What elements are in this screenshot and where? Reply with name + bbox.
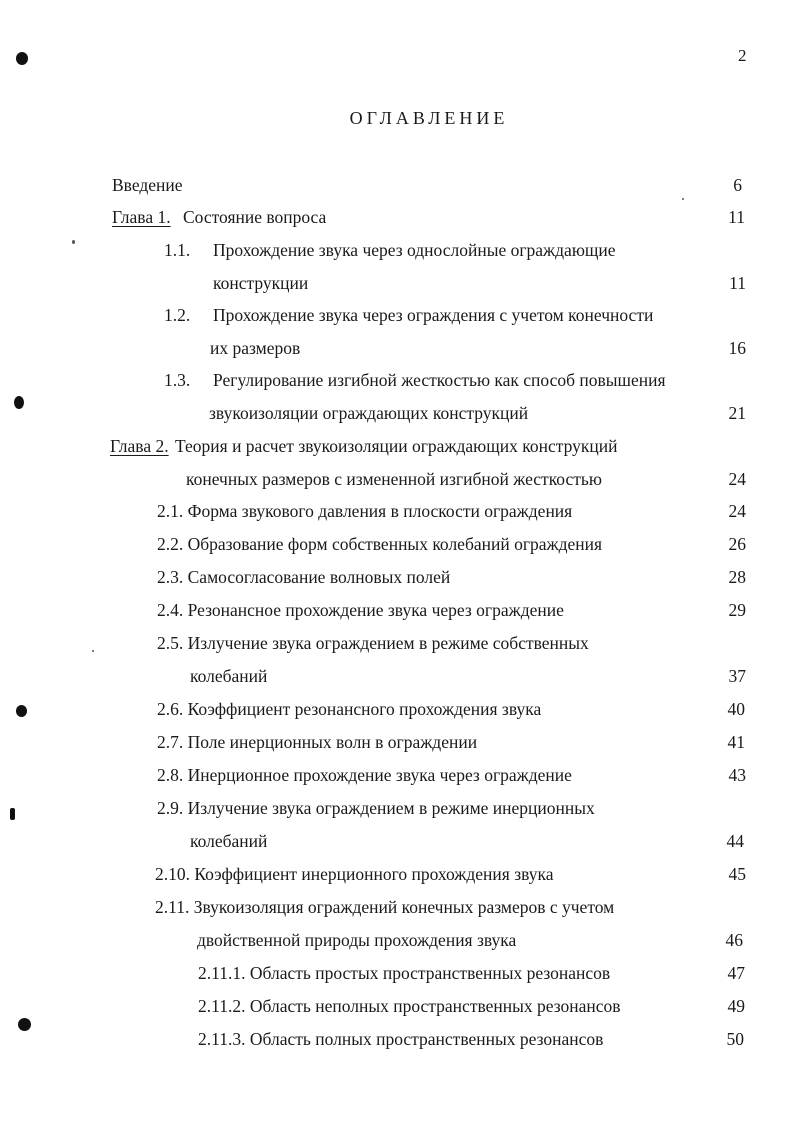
binding-hole: [18, 1018, 31, 1031]
toc-page-number: 37: [728, 666, 746, 686]
toc-entry-continuation: их размеров: [210, 338, 301, 358]
toc-entry-text: Область простых пространственных резонансов: [249, 963, 611, 983]
toc-entry-text: Прохождение звука через ограждения с учетом конечности: [213, 305, 654, 325]
toc-entry-text: Область полных пространственных резонансов: [249, 1029, 604, 1049]
toc-entry-text: Коэффициент резонансного прохождения звука: [187, 699, 542, 719]
toc-entry-section: [157, 698, 541, 720]
toc-entry-continuation: звукоизоляции ограждающих конструкций: [209, 403, 529, 423]
toc-page-number: 45: [728, 864, 746, 884]
binding-hole: [14, 396, 24, 409]
toc-entry-section: [157, 797, 595, 819]
toc-page-number: 21: [728, 403, 746, 423]
toc-entry-text: Состояние вопроса: [182, 207, 327, 227]
toc-entry-continuation: колебаний: [190, 666, 268, 686]
toc-entry-text: Коэффициент инерционного прохождения звука: [194, 864, 554, 884]
section-number: 2.4.: [157, 600, 184, 620]
toc-entry-continuation: конечных размеров с измененной изгибной жесткостью: [186, 469, 602, 489]
toc-page-number: 43: [728, 765, 746, 785]
section-number: 2.11.1.: [198, 963, 246, 983]
toc-entry-text: Звукоизоляция ограждений конечных размеров с учетом: [193, 897, 615, 917]
toc-entry-continuation: двойственной природы прохождения звука: [197, 930, 517, 950]
section-number: 2.6.: [157, 699, 184, 719]
toc-page-number: 26: [728, 534, 746, 554]
toc-entry-text: Образование форм собственных колебаний ограждения: [187, 534, 603, 554]
toc-page-number: 49: [727, 996, 745, 1016]
toc-entry-section: [157, 500, 572, 522]
toc-entry-subsection: [198, 995, 621, 1017]
section-number: 1.1.: [164, 240, 191, 260]
binding-hole: [10, 808, 15, 820]
toc-entry-text: Резонансное прохождение звука через ограждение: [187, 600, 564, 620]
toc-page-number: 28: [728, 567, 746, 587]
toc-page-number: 11: [728, 207, 745, 227]
toc-entry-section: [157, 632, 589, 654]
section-number: 1.3.: [164, 370, 191, 390]
section-number: 2.2.: [157, 534, 184, 554]
section-number: 2.3.: [157, 567, 184, 587]
section-number: 2.5.: [157, 633, 184, 653]
toc-entry-section: [157, 566, 450, 588]
toc-entry-continuation: колебаний: [190, 831, 268, 851]
toc-entry-section: [164, 369, 190, 391]
toc-page-number: 6: [733, 175, 742, 195]
toc-entry-text: Поле инерционных волн в ограждении: [187, 732, 478, 752]
toc-entry-chapter-1: [112, 206, 326, 228]
toc-page-number: 24: [728, 469, 746, 489]
toc-entry-section: [157, 533, 602, 555]
toc-entry-text: Прохождение звука через однослойные ограждающие: [213, 240, 616, 260]
toc-entry-text: Введение: [112, 175, 183, 195]
toc-entry-section: [157, 764, 572, 786]
toc-page-number: 41: [727, 732, 745, 752]
toc-entry-section: [155, 896, 614, 918]
section-number: 1.2.: [164, 305, 191, 325]
toc-entry-continuation: конструкции: [213, 273, 309, 293]
section-number: 2.11.3.: [198, 1029, 246, 1049]
toc-entry-section: [164, 239, 190, 261]
toc-page-number: 16: [728, 338, 746, 358]
scan-speck: [682, 198, 684, 200]
toc-entry-section: [155, 863, 554, 885]
toc-entry-section: [157, 731, 477, 753]
section-number: 2.10.: [155, 864, 190, 884]
chapter-label: Глава 2.: [110, 436, 169, 456]
toc-entry-text: Теория и расчет звукоизоляции ограждающих конструкций: [174, 436, 618, 456]
toc-entry-section: [157, 599, 564, 621]
toc-entry-text: Излучение звука ограждением в режиме собственных: [187, 633, 589, 653]
toc-entry-text: Инерционное прохождение звука через ограждение: [187, 765, 572, 785]
toc-page-number: 11: [729, 273, 746, 293]
section-number: 2.7.: [157, 732, 184, 752]
toc-entry-text: Форма звукового давления в плоскости ограждения: [187, 501, 573, 521]
toc-entry-text: Область неполных пространственных резонансов: [249, 996, 621, 1016]
toc-entry-chapter-2: [110, 435, 617, 457]
toc-entry-intro: [112, 174, 183, 196]
section-number: 2.8.: [157, 765, 184, 785]
scan-speck: [92, 650, 94, 652]
section-number: 2.11.: [155, 897, 190, 917]
toc-page-number: 47: [727, 963, 745, 983]
section-number: 2.9.: [157, 798, 184, 818]
toc-entry-text: Излучение звука ограждением в режиме инерционных: [187, 798, 595, 818]
toc-entry-subsection: [198, 1028, 603, 1050]
toc-entry-text: Регулирование изгибной жесткостью как способ повышения: [213, 370, 666, 390]
section-number: 2.1.: [157, 501, 184, 521]
binding-hole: [16, 52, 28, 65]
page-number: 2: [738, 46, 747, 65]
toc-page-number: 29: [728, 600, 746, 620]
chapter-label: Глава 1.: [112, 207, 171, 227]
toc-entry-text: Самосогласование волновых полей: [187, 567, 451, 587]
toc-page-number: 50: [726, 1029, 744, 1049]
scan-speck: [72, 240, 75, 244]
binding-hole: [16, 705, 27, 717]
page-title: ОГЛАВЛЕНИЕ: [349, 108, 509, 128]
toc-page-number: 24: [728, 501, 746, 521]
toc-entry-section: [164, 304, 190, 326]
toc-page-number: 44: [726, 831, 744, 851]
toc-page-number: 46: [725, 930, 743, 950]
section-number: 2.11.2.: [198, 996, 246, 1016]
toc-entry-subsection: [198, 962, 610, 984]
toc-page-number: 40: [727, 699, 745, 719]
